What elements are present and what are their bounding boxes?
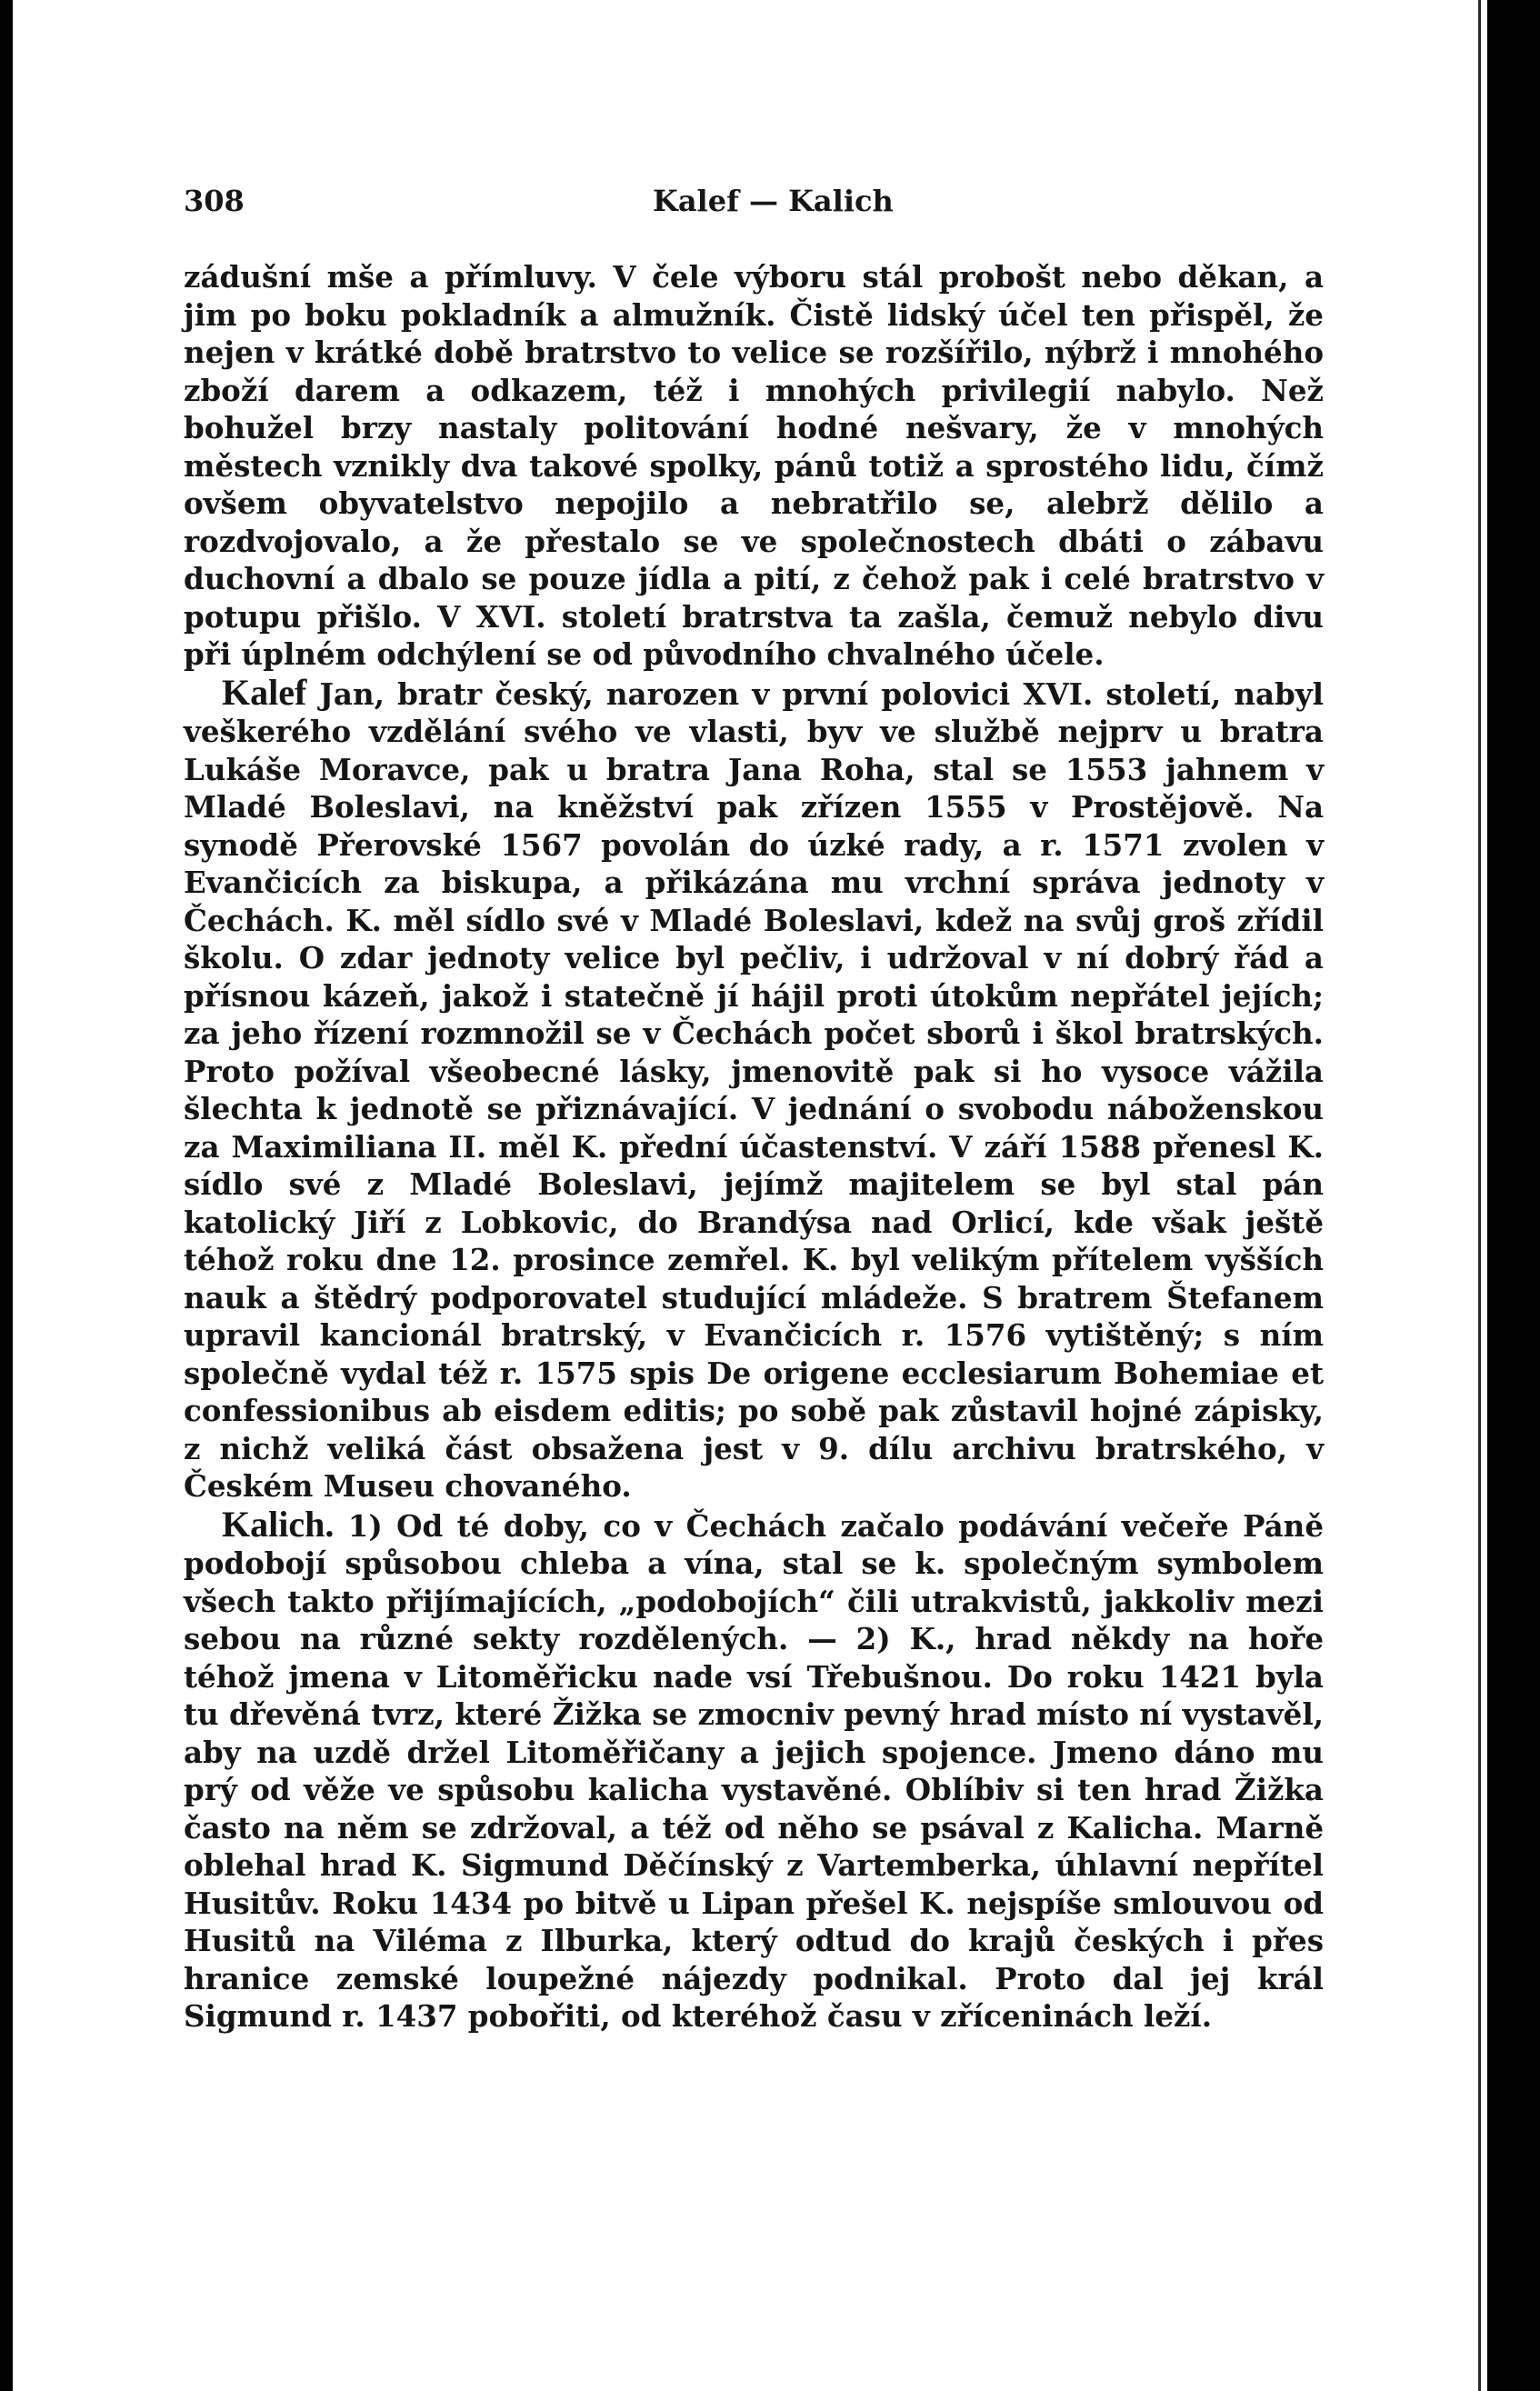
paragraph-text: zádušní mše a přímluvy. V čele výboru stál probošt nebo děkan, a jim po boku pokladník a almužník. Čistě lidský účel ten přispěl, že nejen v krátké době bratrstvo to velice se rozšířilo, nýbrž i mnohého zboží darem a odkazem, též i mnohých privilegií nabylo. Než bohužel brzy nastaly politování hodné nešvary, že v mnohých městech vznikly dva takové spolky, pánů totiž a sprostého lidu, čímž ovšem obyvatelstvo nepojilo a nebratřilo se, alebrž dělilo a rozdvojovalo, a že přestalo se ve společnostech dbáti o zábavu duchovní a dbalo se pouze jídla a pití, z čehož pak i celé bratrstvo v potupu přišlo. V XVI. století bratrstva ta zašla, čemuž nebylo divu při úplném odchýlení se od původního chvalného účele.	[184, 259, 1324, 672]
entry-kalich	[184, 1503, 1324, 2036]
page-content	[184, 178, 1324, 2036]
body-text	[184, 258, 1324, 2036]
scan-edge-line	[1478, 0, 1481, 2391]
entry-kalef	[184, 671, 1324, 1506]
scan-edge-right	[1487, 0, 1540, 2391]
entry-text: Jan, bratr český, narozen v první polovici XVI. století, nabyl veškerého vzdělání svého ve vlasti, byv ve službě nejprv u bratra Lukáše Moravce, pak u bratra Jana Roha, stal se 1553 jahnem v Mladé Boleslavi, na kněžství pak zřízen 1555 v Prostějově. Na synodě Přerovské 1567 povolán do úzké rady, a r. 1571 zvolen v Evančicích za biskupa, a přikázána mu vrchní správa jednoty v Čechách. K. měl sídlo své v Mladé Boleslavi, kdež na svůj groš zřídil školu. O zdar jednoty velice byl pečliv, i udržoval v ní dobrý řád a přísnou kázeň, jakož i statečně jí hájil proti útokům nepřátel jejích; za jeho řízení rozmnožil se v Čechách počet sborů i škol bratrských. Proto požíval všeobecné lásky, jmenovitě pak si ho vysoce vážila šlechta k jednotě se přiznávající. V jednání o svobodu náboženskou za Maximiliana II. měl K. přední účastenství. V září 1588 přenesl K. sídlo své z Mladé Boleslavi, jejímž majitelem se byl stal pán katolický Jiří z Lobkovic, do Brandýsa nad Orlicí, kde však ještě téhož roku dne 12. prosince zemřel. K. byl velikým přítelem vyšších nauk a štědrý podporovatel studující mládeže. S bratrem Štefanem upravil kancionál bratrský, v Evančicích r. 1576 vytištěný; s ním společně vydal též r. 1575 spis De origene ecclesiarum Bohemiae et confessionibus ab eisdem editis; po sobě pak zůstavil hojné zápisky, z nichž veliká část obsažena jest v 9. dílu archivu bratrského, v Českém Museu chovaného.	[184, 675, 1324, 1504]
entry-headword: Kalich.	[222, 1503, 335, 1545]
entry-headword: Kalef	[222, 671, 307, 713]
page-number: 308	[184, 184, 245, 218]
paragraph-kalich-continuation	[184, 258, 1324, 674]
page-header	[184, 178, 1324, 225]
scan-edge-left	[0, 0, 13, 2391]
running-head: Kalef — Kalich	[653, 184, 894, 218]
entry-text: 1) Od té doby, co v Čechách začalo podávání večeře Páně podobojí spůsobou chleba a vína, stal se k. společným symbolem všech takto přijímajících, „podobojích“ čili utrakvistů, jakkoliv mezi sebou na různé sekty rozdělených. — 2) K., hrad někdy na hoře téhož jmena v Litoměřicku nade vsí Třebušnou. Do roku 1421 byla tu dřevěná tvrz, které Žižka se zmocniv pevný hrad místo ní vystavěl, aby na uzdě držel Litoměřičany a jejich spojence. Jmeno dáno mu prý od věže ve spůsobu kalicha vystavěné. Oblíbiv si ten hrad Žižka často na něm se zdržoval, a též od něho se psával z Kalicha. Marně oblehal hrad K. Sigmund Děčínský z Vartemberka, úhlavní nepřítel Husitův. Roku 1434 po bitvě u Lipan přešel K. nejspíše smlouvou od Husitů na Viléma z Ilburka, který odtud do krajů českých i přes hranice zemské loupežné nájezdy podnikal. Proto dal jej král Sigmund r. 1437 pobořiti, od kteréhož času v zříceninách leží.	[184, 1507, 1324, 2034]
